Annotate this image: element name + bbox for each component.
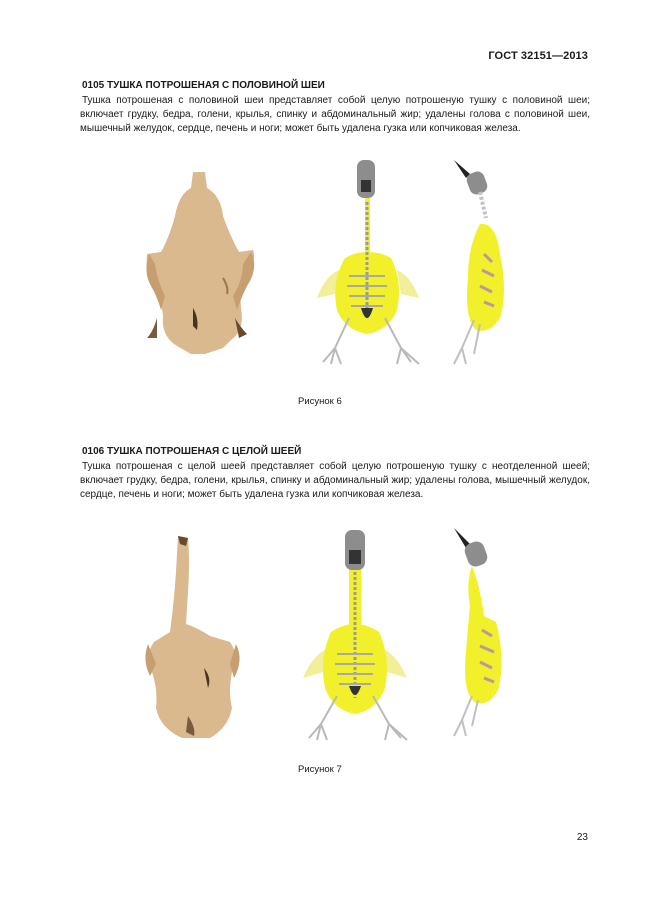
section-heading-0105: 0105 ТУШКА ПОТРОШЕНАЯ С ПОЛОВИНОЙ ШЕИ	[82, 80, 325, 91]
figure-6-side-schematic	[440, 158, 515, 373]
figure-6-caption: Рисунок 6	[298, 396, 342, 407]
page-number: 23	[576, 832, 588, 843]
figure-7-carcass-photo	[140, 532, 250, 742]
figure-6-front-schematic	[305, 158, 430, 373]
section-heading-0106: 0106 ТУШКА ПОТРОШЕНАЯ С ЦЕЛОЙ ШЕЕЙ	[82, 446, 302, 457]
figure-6-carcass-photo	[135, 168, 265, 363]
section-text-0105: Тушка потрошеная с половиной шеи представляет собой целую потрошеную тушку с половиной шеи; включает грудку, бедра, голени, крылья, спинку и абдоминальный жир; удалены голова с половиной шеи, мышечный желудок, сердце, печень и ноги; может быть удалена гузка или копчиковая железа.	[80, 95, 590, 134]
document-standard-header: ГОСТ 32151—2013	[488, 50, 588, 62]
figure-7-caption: Рисунок 7	[298, 764, 342, 775]
figure-7-front-schematic	[295, 528, 415, 743]
figure-7-side-schematic	[440, 526, 515, 741]
section-text-0106: Тушка потрошеная с целой шеей представляет собой целую потрошеную тушку с неотделенной шеей; включает грудку, бедра, голени, крылья, спинку и абдоминальный жир; удалены голова, мышечный желудок, сердце, печень и ноги; может быть удалена гузка или копчиковая железа.	[80, 461, 590, 500]
